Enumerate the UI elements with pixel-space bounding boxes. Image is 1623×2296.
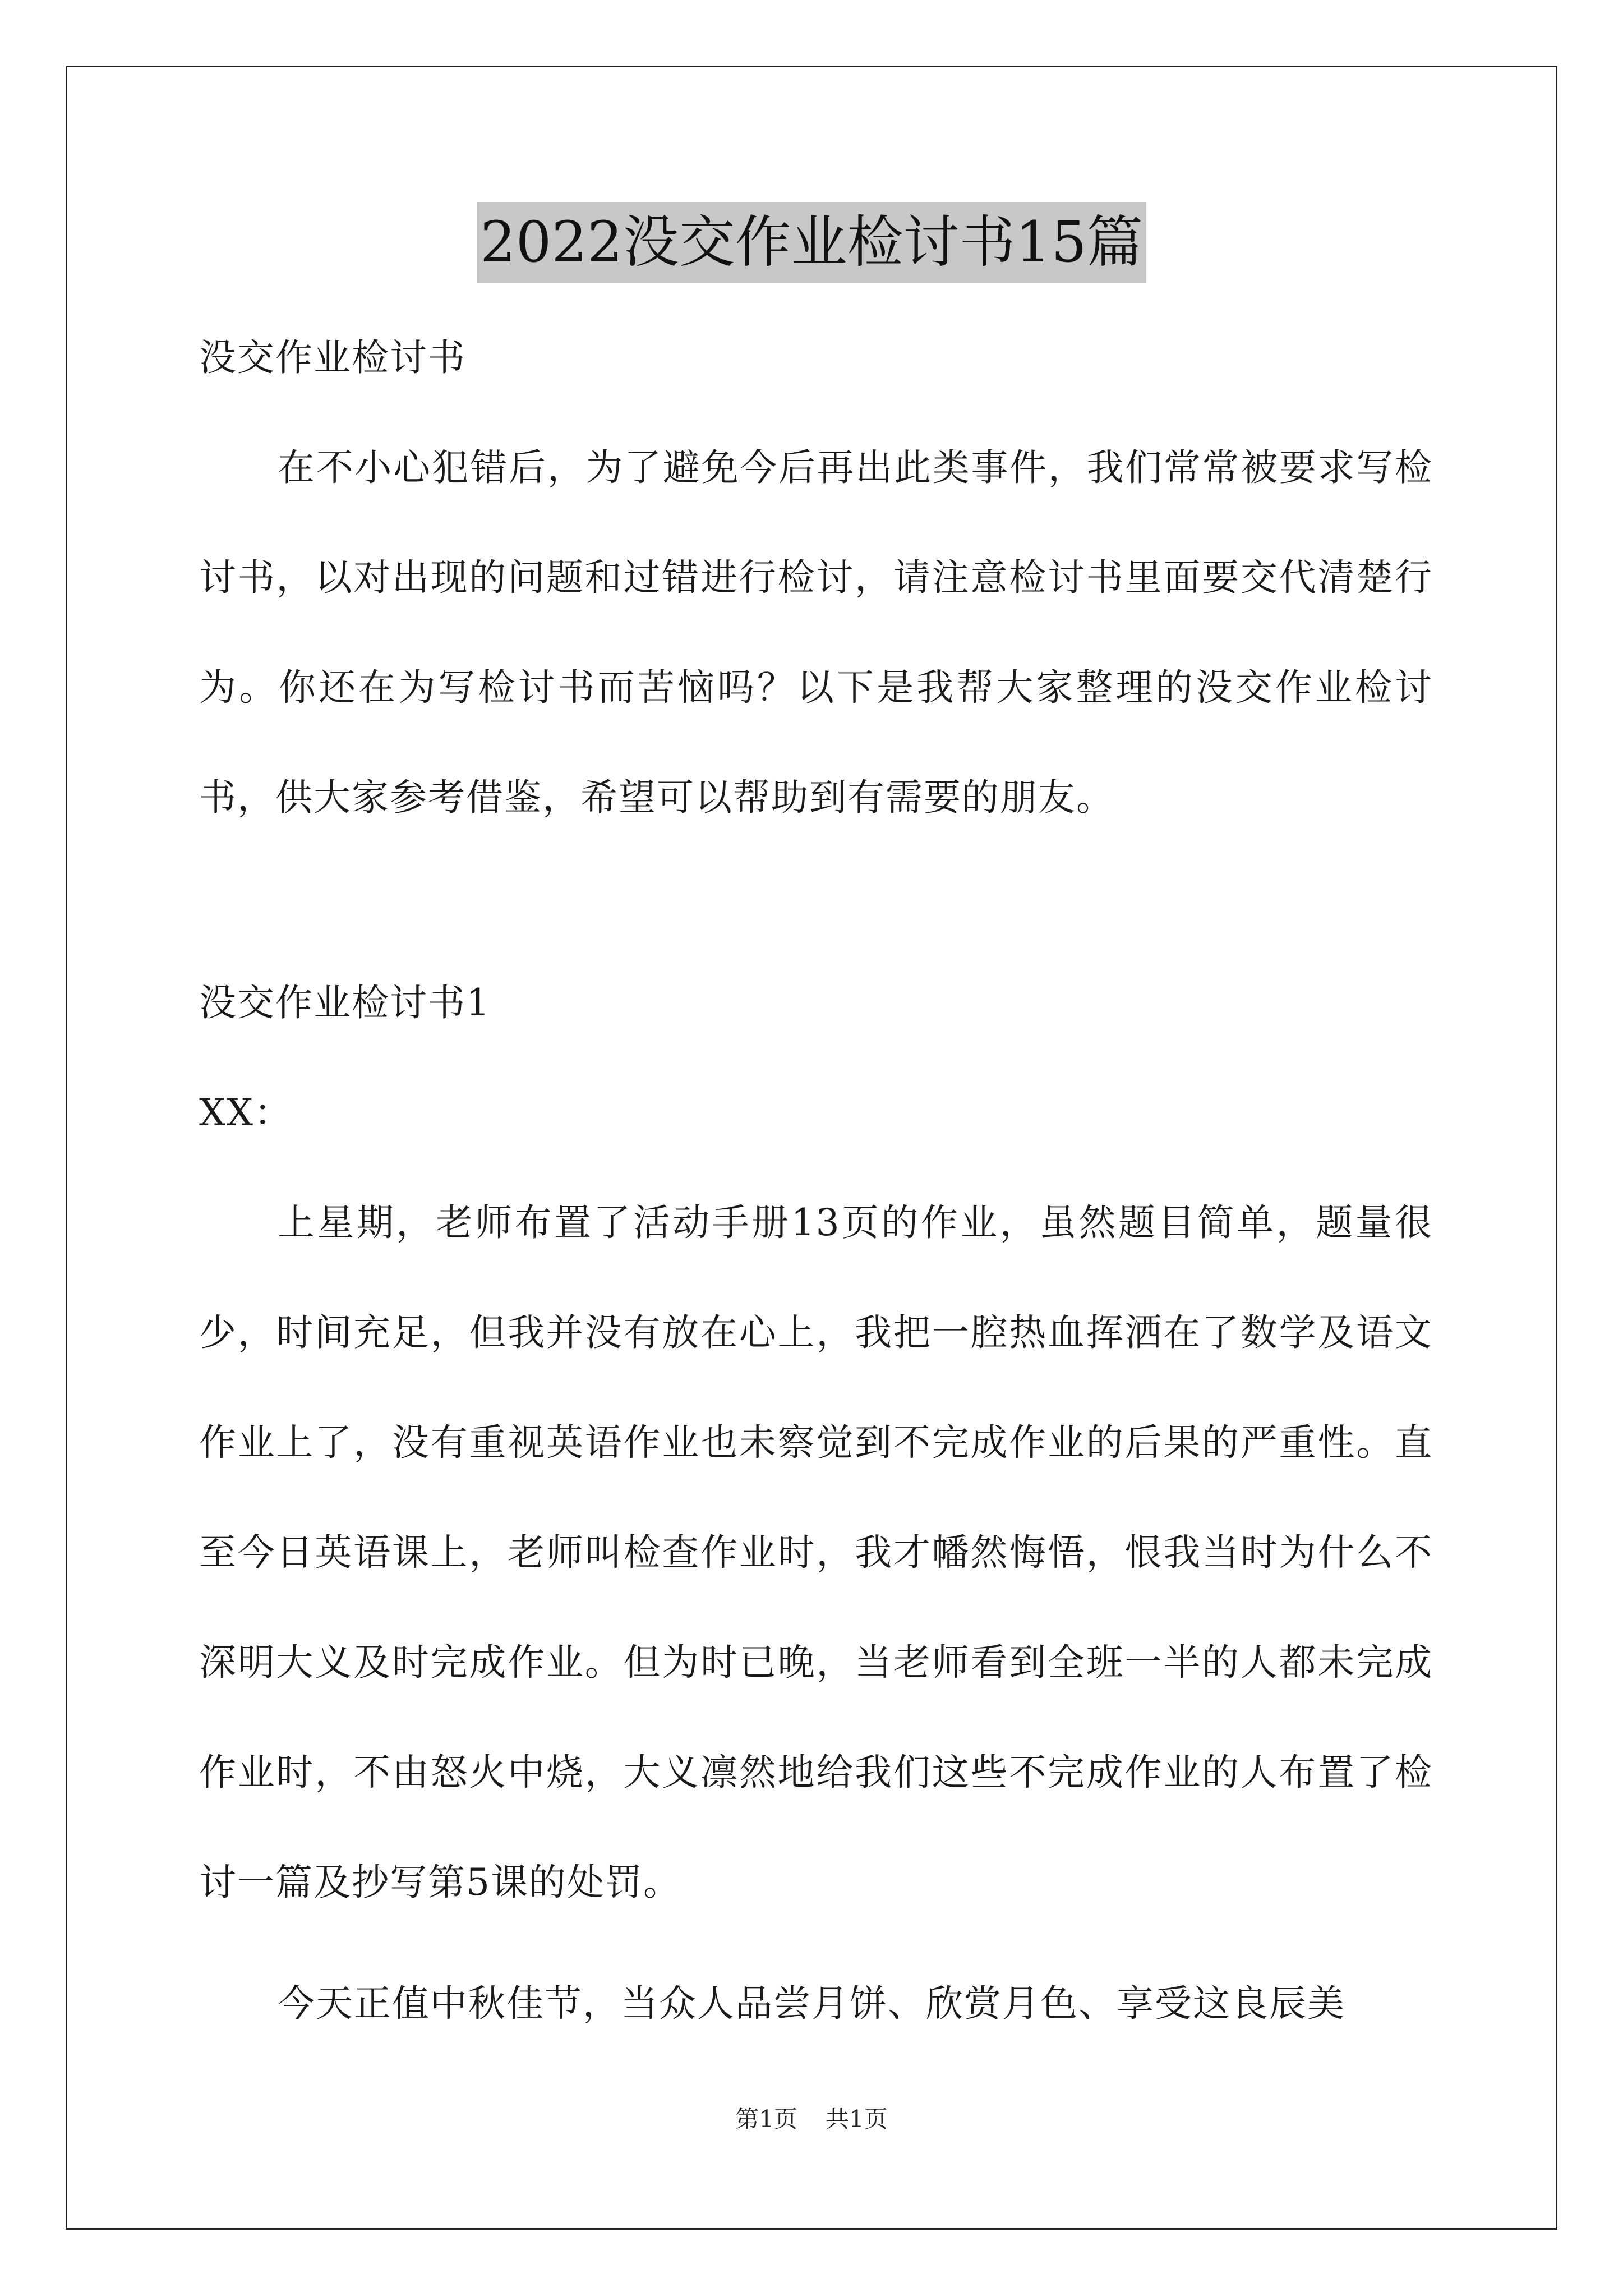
document-title: 2022没交作业检讨书15篇: [477, 202, 1146, 283]
document-body: [199, 303, 1433, 2059]
title-container: [0, 202, 1623, 283]
section-spacer: [199, 853, 1433, 948]
page-footer: [0, 2101, 1623, 2134]
salutation: XX：: [199, 1091, 292, 1134]
paragraph-gap: [199, 1938, 1433, 1949]
page-number-total: 共1页: [826, 2105, 888, 2133]
intro-heading: 没交作业检讨书: [199, 336, 466, 379]
section-heading: 没交作业检讨书1: [199, 981, 491, 1024]
body-paragraph-2: 今天正值中秋佳节，当众人品尝月饼、欣赏月色、享受这良辰美: [278, 1982, 1345, 2025]
intro-paragraph: 在不小心犯错后，为了避免今后再出此类事件，我们常常被要求写检讨书，以对出现的问题和过错进行检讨，请注意检讨书里面要交代清楚行为。你还在为写检讨书而苦恼吗？以下是我帮大家整理的没交作业检讨书，供大家参考借鉴，希望可以帮助到有需要的朋友。: [199, 446, 1433, 819]
body-paragraph-1: 上星期，老师布置了活动手册13页的作业，虽然题目简单，题量很少，时间充足，但我并没有放在心上，我把一腔热血挥洒在了数学及语文作业上了，没有重视英语作业也未察觉到不完成作业的后果的严重性。直至今日英语课上，老师叫检查作业时，我才幡然悔悟，恨我当时为什么不深明大义及时完成作业。但为时已晚，当老师看到全班一半的人都未完成作业时，不由怒火中烧，大义凛然地给我们这些不完成作业的人布置了检讨一篇及抄写第5课的处罚。: [199, 1201, 1433, 1904]
page-number-current: 第1页: [735, 2105, 797, 2133]
